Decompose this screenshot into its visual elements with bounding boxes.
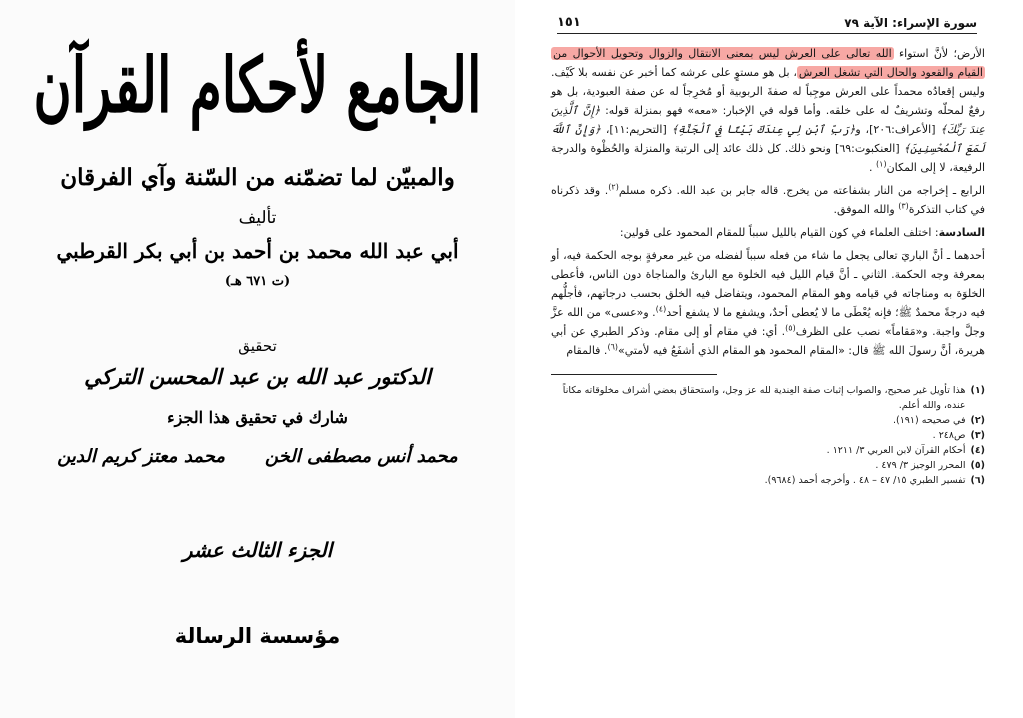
paragraph <box>551 181 985 219</box>
volume-label: الجزء الثالث عشر <box>182 538 333 562</box>
text-run: الأرض؛ لأنَّ استواء <box>893 47 985 60</box>
verse-reference: [الأعراف:٢٠٦]، و <box>855 123 941 136</box>
contributors-row <box>20 440 495 474</box>
footnote-text: هذا تأويل غير صحيح، والصواب إثبات صفة العِندية لله عز وجل، واستحقاق بعضي أشراف مخلوقاته مكاناً عنده، والله أعلم. <box>562 385 966 411</box>
footnote-text: أحكام القرآن لابن العربي ٣/ ١٢١١ . <box>826 445 966 456</box>
footnote-item <box>551 473 985 488</box>
publisher-name: مؤسسة الرسالة <box>174 624 341 648</box>
text-run: : اختلف العلماء في كون القيام بالليل سبباً للمقام المحمود على قولين: <box>619 226 939 239</box>
author-death-date: (ت ٦٧١ هـ) <box>224 274 291 289</box>
contributor-name: محمد أنس مصطفى الخن <box>264 446 458 467</box>
text-run: . <box>869 161 877 174</box>
text-run: الرابع ـ إخراجه من النار بشفاعته من يخرج. قاله جابر بن عبد الله. ذكره مسلم <box>618 184 986 197</box>
footnote-marker[interactable]: (٥) <box>785 323 796 333</box>
text-run: والله الموفق. <box>833 203 899 216</box>
highlighted-text[interactable]: الله تعالى على العرش ليس بمعنى الانتقال والزوال وتحويل الأحوال من القيام والقعود والحال التي تشغل العرش <box>553 47 983 79</box>
footnote-text: المحرر الوجيز ٣/ ٤٧٩ . <box>875 460 966 471</box>
book-title: الجامع لأحكام القرآن <box>33 42 482 131</box>
editor-name: الدكتور عبد الله بن عبد المحسن التركي <box>84 364 431 389</box>
footnote-item <box>551 383 985 413</box>
running-header <box>557 12 977 34</box>
text-run: ، بل هو مستوٍ على عرشه كما أخبر عن نفسه بلا كَيْف. وليس إقعادُه محمداً على العرش موجِباً له صفةَ الربوبية أو مُخرِجاً له عن صفة العبودية، بل هو رفعٌ لمحلّه وتشريفٌ له على خلقه. وأما قوله في الإخبار: «معه» فهو بمنزلة قوله: <box>551 66 985 117</box>
footnote-marker[interactable]: (١) <box>876 159 887 169</box>
paragraph <box>551 223 985 242</box>
text-run: . و«عسى» من الله عزَّ وجلَّ واجبة. و«مَقاماً» نصب على الظرف <box>551 306 986 338</box>
text-page <box>515 0 1023 718</box>
paragraph <box>551 44 985 177</box>
footnote-text: في صحيحه (١٩١). <box>892 415 966 426</box>
text-run: . فالمقام <box>566 344 608 357</box>
text-run: . وقد ذكرناه في كتاب التذكرة <box>551 184 985 216</box>
footnote-number: (٦) <box>970 475 985 486</box>
contributors-label: شارك في تحقيق هذا الجزء <box>167 408 348 427</box>
author-name: أبي عبد الله محمد بن أحمد بن أبي بكر القرطبي <box>56 239 459 263</box>
footnote-number: (٣) <box>970 430 985 441</box>
verse-reference: [العنكبوت:٦٩] ونحو ذلك. كل ذلك عائد إلى الرتبة والمنزلة والحُظْوة والدرجة الرفيعة، لا إلى المكان <box>551 142 985 174</box>
footnote-item <box>551 428 985 443</box>
footnote-number: (٤) <box>970 445 985 456</box>
footnote-marker[interactable]: (٦) <box>607 342 618 352</box>
footnotes <box>551 383 985 488</box>
footnote-divider <box>551 374 717 375</box>
footnote-item <box>551 458 985 473</box>
text-run: أحدهما ـ أنَّ الباريَ تعالى يجعل ما شاء من فعله سبباً لفضله من غير معرفةٍ بوجه الحكمة فيه، أو بمعرفة وجه الحكمة. الثاني ـ أنَّ قيام الليل فيه الخلوة مع البارئ والمناجاة دون الناس، فأعطى الخلوَة به ومناجاته في قيامه وهو المقام المحمود، ويتفاضل فيه الخلق بحسب درجاتهم، فأجلُّهم فيه درجةً محمدٌ ﷺ؛ فإنه يُعْطَى ما لا يُعطى أحدٌ، ويشفع ما لا يشفع أحد <box>551 249 985 319</box>
section-lead: السادسة <box>938 226 985 239</box>
quran-verse: ﴿إِنَّ ٱلَّذِينَ عِندَ رَبِّكَ﴾ <box>551 104 985 136</box>
body-text <box>551 44 985 360</box>
footnote-number: (٥) <box>970 460 985 471</box>
footnote-item <box>551 443 985 458</box>
footnote-text: ص٢٤٨ . <box>932 430 966 441</box>
footnote-marker[interactable]: (٣) <box>898 201 909 211</box>
authored-by-label: تأليف <box>238 208 277 228</box>
footnote-number: (١) <box>970 385 985 396</box>
running-header-title: سورة الإسراء: الآية ٧٩ <box>844 16 977 30</box>
page-number: ١٥١ <box>557 15 581 30</box>
tahqiq-label: تحقيق <box>238 337 277 355</box>
paragraph <box>551 246 985 360</box>
book-subtitle: والمبيّن لما تضمّنه من السّنة وآي الفرقان <box>60 164 455 191</box>
footnotes-block <box>551 366 985 488</box>
footnote-marker[interactable]: (٢) <box>608 182 619 192</box>
verse-reference: [التحريم:١١]، <box>600 123 672 136</box>
footnote-text: تفسير الطبري ١٥/ ٤٧ – ٤٨ . وأخرجه أحمد (٩٦٨٤). <box>764 475 966 486</box>
footnote-item <box>551 413 985 428</box>
contributor-name: محمد معتز كريم الدين <box>57 446 225 467</box>
footnote-number: (٢) <box>970 415 985 426</box>
text-run: . أي: في مقام أو إلى مقام. وذكر الطبري عن أبي هريرة، أنَّ رسولَ الله ﷺ قال: «المقام المحمود هو المقام الذي أشفَعُ فيه لأمتي» <box>551 325 985 357</box>
quran-verse: ﴿رَبِّ ٱبْنِ لِي عِندَكَ بَيْتًا فِي ٱلْجَنَّةِ﴾ <box>671 123 856 136</box>
book-title-row <box>20 28 495 146</box>
quran-verse: ﴿وَإِنَّ ٱللَّهَ لَمَعَ ٱلْمُحْسِنِينَ﴾ <box>551 123 985 155</box>
footnote-marker[interactable]: (٤) <box>655 304 667 314</box>
